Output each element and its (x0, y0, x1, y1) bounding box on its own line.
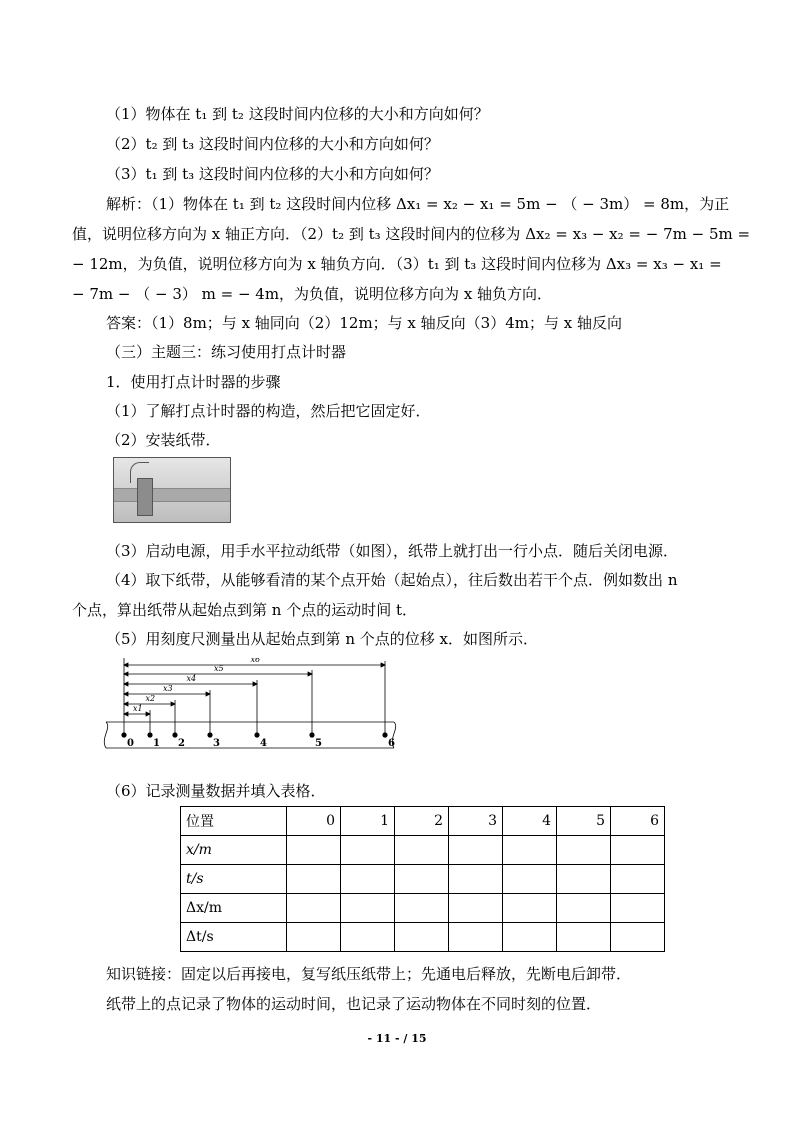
table-col-2: 2 (395, 807, 449, 836)
arrow-head (124, 672, 128, 676)
table-col-6: 6 (611, 807, 665, 836)
arrow-head (253, 682, 257, 686)
question-1: （1）物体在 t₁ 到 t₂ 这段时间内位移的大小和方向如何？ (106, 105, 489, 123)
point-label: 3 (213, 738, 220, 749)
timer-rail (114, 488, 230, 502)
arrow-head (124, 712, 128, 716)
point-label: 6 (388, 738, 395, 749)
arrow-head (308, 672, 312, 676)
row-label-t: t/s (181, 865, 287, 894)
dimension-label: x2 (145, 694, 156, 703)
arrow-head (146, 712, 150, 716)
step-6: （6）记录测量数据并填入表格． (106, 782, 326, 800)
row-label-x: x/m (181, 836, 287, 865)
arrow-head (171, 702, 175, 706)
dimension-label: x6 (250, 658, 261, 664)
topic-3-heading: （三）主题三：练习使用打点计时器 (106, 343, 347, 361)
data-table (180, 806, 665, 952)
table-header-label: 位置 (181, 807, 287, 836)
analysis-line-2: 值，说明位移方向为 x 轴正方向．（2）t₂ 到 t₃ 这段时间内的位移为 Δx₂ = x₃ − x₂ = − 7m − 5m = (72, 225, 751, 243)
tape-dot (310, 733, 314, 737)
analysis-line-4: − 7m − （ − 3） m = − 4m，为负值，说明位移方向为 x 轴负方向． (72, 285, 553, 303)
question-3: （3）t₁ 到 t₃ 这段时间内位移的大小和方向如何？ (106, 165, 439, 183)
point-label: 4 (260, 738, 267, 749)
table-col-1: 1 (341, 807, 395, 836)
step-2: （2）安装纸带． (106, 431, 221, 449)
step-4-line-2: 个点，算出纸带从起始点到第 n 个点的运动时间 t． (72, 601, 417, 619)
knowledge-link: 知识链接：固定以后再接电，复写纸压纸带上；先通电后释放，先断电后卸带． (106, 965, 632, 983)
table-col-5: 5 (557, 807, 611, 836)
arrow-head (124, 692, 128, 696)
analysis-line-1: 解析：（1）物体在 t₁ 到 t₂ 这段时间内位移 Δx₁ = x₂ − x₁ = 5m − （ − 3m） = 8m，为正 (106, 195, 730, 213)
dimension-label: x5 (214, 664, 224, 673)
dimension-label: x4 (186, 674, 197, 683)
knowledge-note: 纸带上的点记录了物体的运动时间，也记录了运动物体在不同时刻的位置． (106, 995, 602, 1013)
step-4-line-1: （4）取下纸带，从能够看清的某个点开始（起始点），往后数出若干个点．例如数出 n (106, 571, 678, 589)
answer-line: 答案：（1）8m；与 x 轴同向（2）12m；与 x 轴反向（3）4m；与 x 轴反向 (106, 314, 622, 332)
table-row (181, 836, 665, 865)
tape-dot (208, 733, 212, 737)
steps-title: 1．使用打点计时器的步骤 (106, 373, 281, 391)
table-col-3: 3 (449, 807, 503, 836)
tape-dot (148, 733, 152, 737)
tape-dot (383, 733, 387, 737)
row-label-dt: Δt/s (181, 923, 287, 952)
tape-dot (122, 733, 126, 737)
dimension-label: x3 (163, 684, 173, 693)
dimension-label: x1 (133, 704, 143, 713)
point-label: 0 (127, 738, 134, 749)
table-col-4: 4 (503, 807, 557, 836)
question-2: （2）t₂ 到 t₃ 这段时间内位移的大小和方向如何？ (106, 135, 439, 153)
row-label-dx: Δx/m (181, 894, 287, 923)
table-row (181, 894, 665, 923)
table-row (181, 923, 665, 952)
step-1: （1）了解打点计时器的构造，然后把它固定好． (106, 402, 431, 420)
arrow-head (124, 702, 128, 706)
tape-dot (255, 733, 259, 737)
arrow-head (124, 682, 128, 686)
table-col-0: 0 (287, 807, 341, 836)
timer-photo (113, 457, 231, 523)
paper-tape-diagram (102, 658, 402, 756)
step-5: （5）用刻度尺测量出从起始点到第 n 个点的位移 x．如图所示． (106, 630, 538, 648)
ticker-timer (137, 478, 153, 516)
table-row (181, 865, 665, 894)
point-label: 1 (153, 738, 160, 749)
point-label: 2 (178, 738, 185, 749)
arrow-head (124, 663, 128, 667)
analysis-line-3: − 12m，为负值，说明位移方向为 x 轴负方向．（3）t₁ 到 t₃ 这段时间内位移为 Δx₃ = x₃ − x₁ = (72, 255, 722, 273)
arrow-head (206, 692, 210, 696)
arrow-head (381, 663, 385, 667)
page-number: - 11 - / 15 (367, 1032, 427, 1045)
tape-dot (173, 733, 177, 737)
point-label: 5 (315, 738, 322, 749)
step-3: （3）启动电源，用手水平拉动纸带（如图），纸带上就打出一行小点．随后关闭电源． (106, 542, 679, 560)
